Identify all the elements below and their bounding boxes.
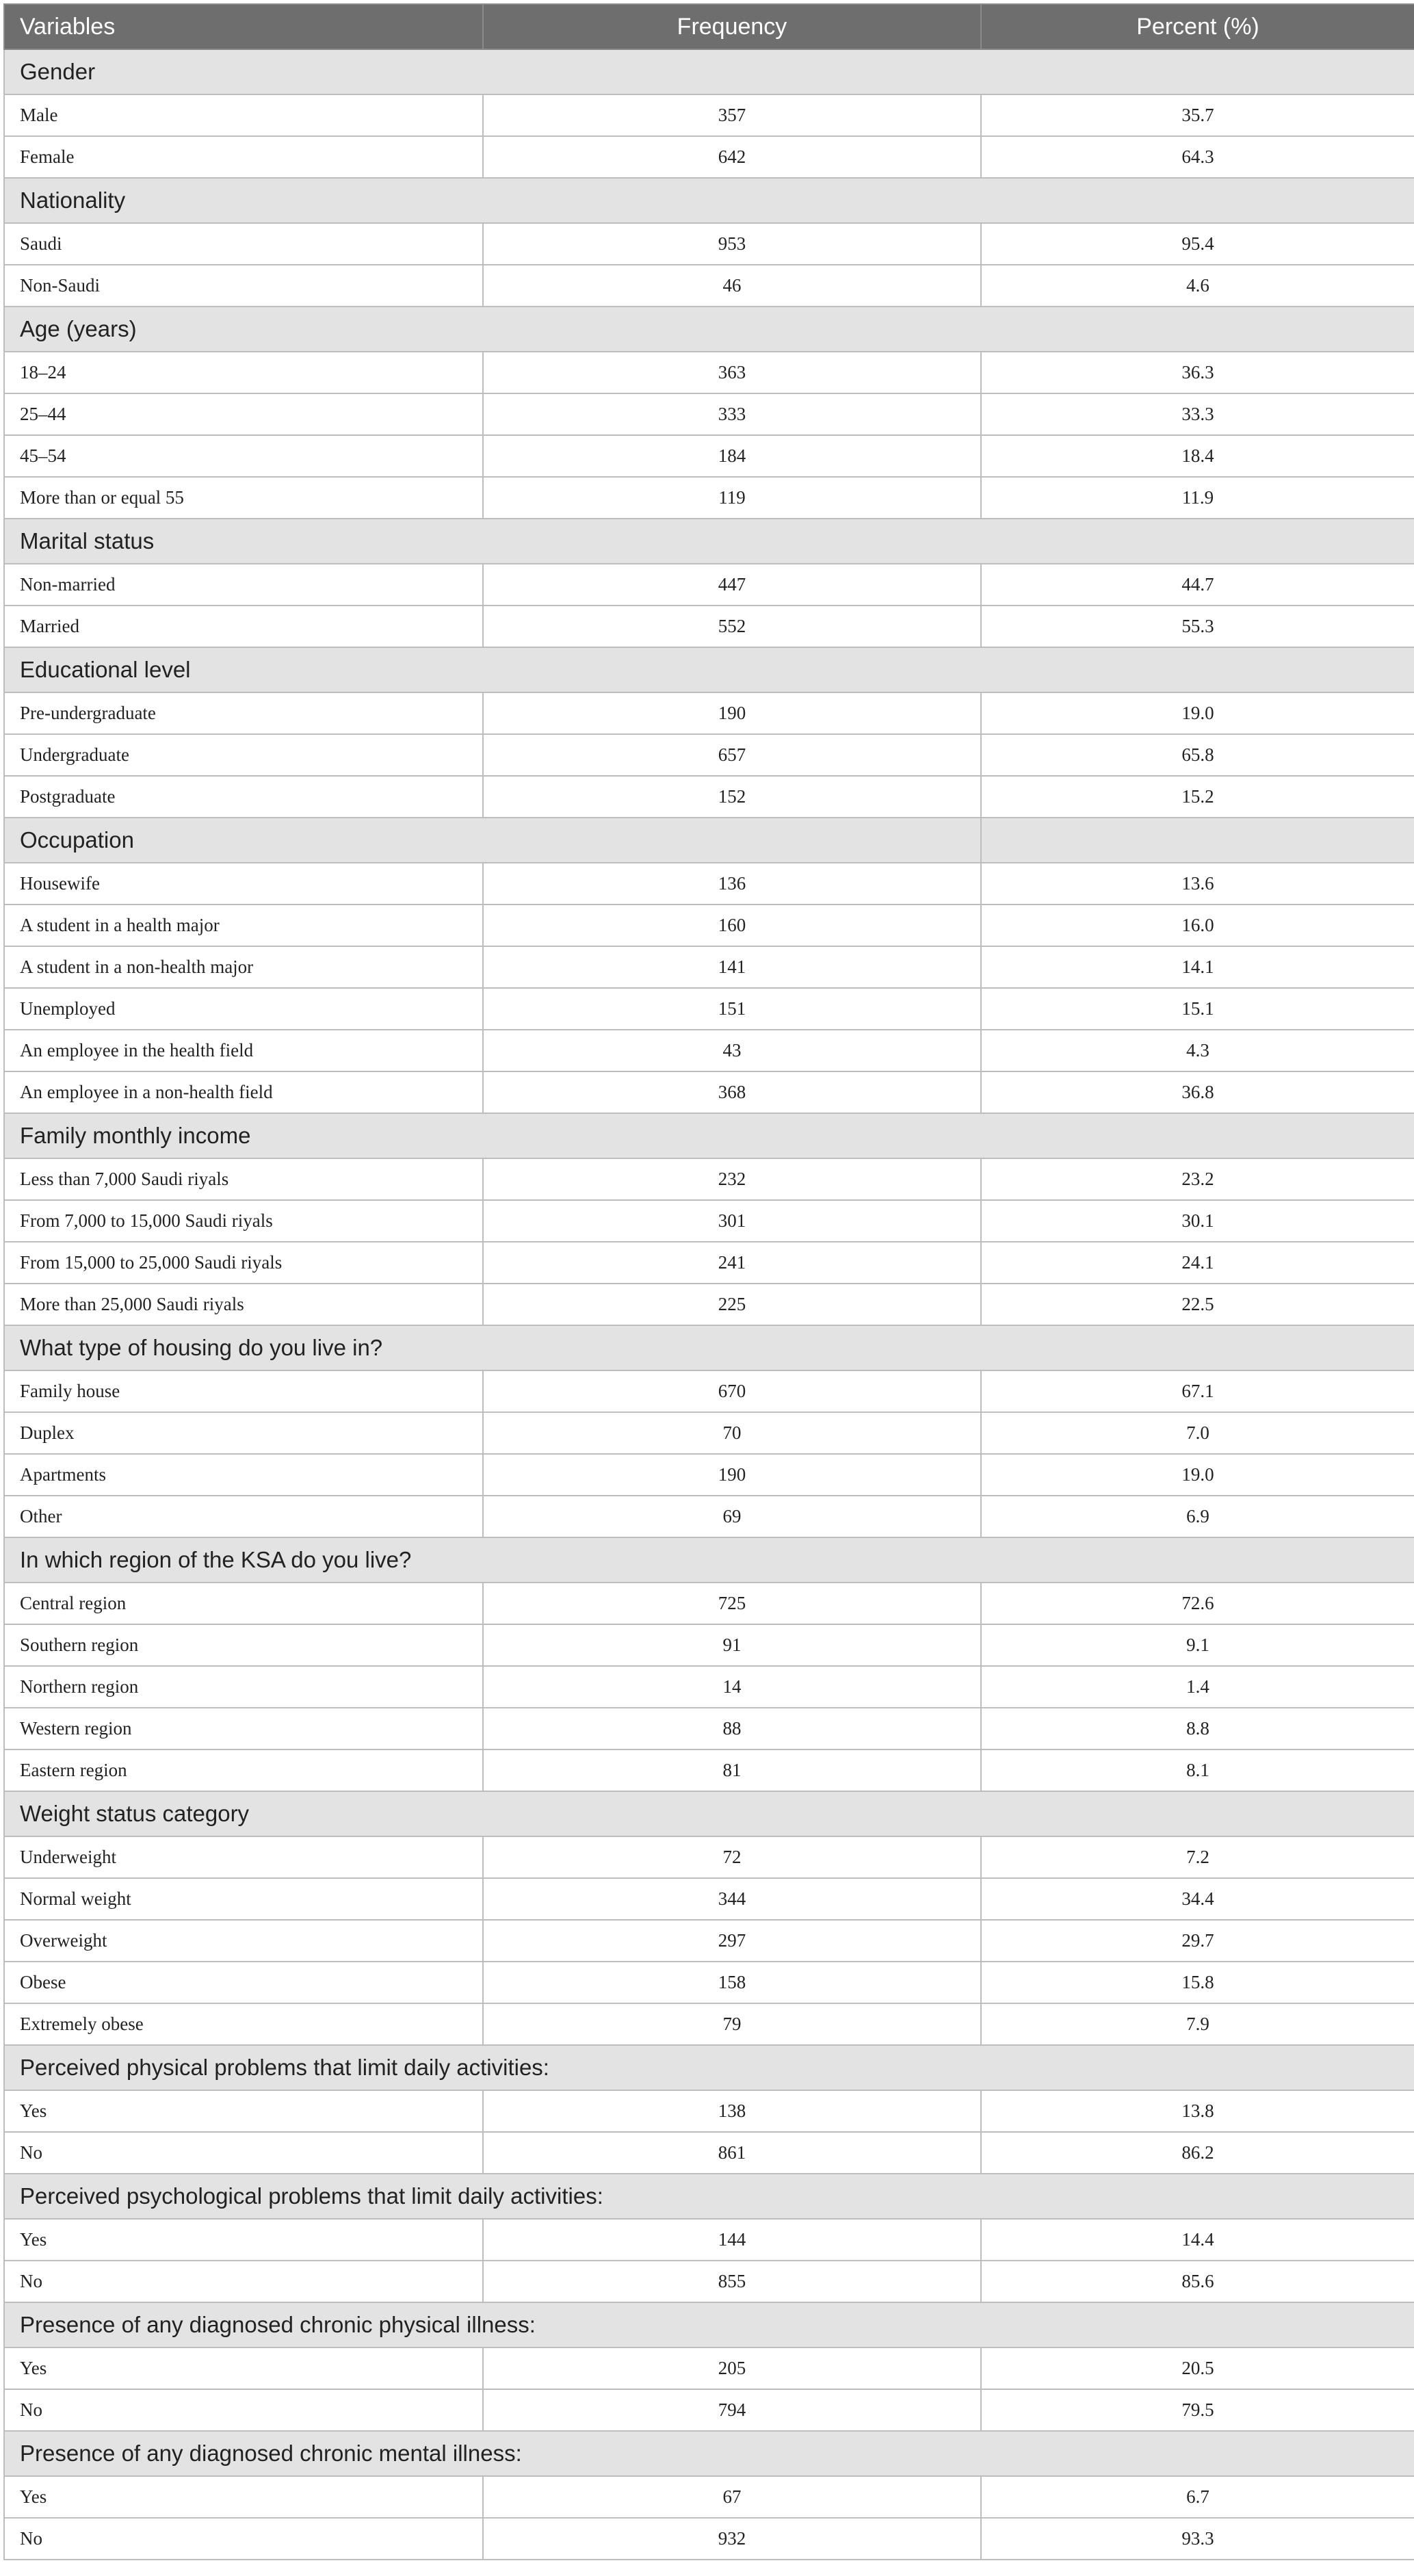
frequency-value: 205	[483, 2347, 981, 2389]
variable-label: An employee in the health field	[4, 1030, 483, 1071]
table-row	[4, 946, 1414, 988]
frequency-value: 91	[483, 1624, 981, 1666]
table-row	[4, 1030, 1414, 1071]
variable-label: Western region	[4, 1708, 483, 1749]
percent-value: 4.3	[981, 1030, 1414, 1071]
percent-value: 7.2	[981, 1836, 1414, 1878]
table-row	[4, 564, 1414, 606]
table-body	[4, 49, 1414, 2560]
frequency-value: 855	[483, 2261, 981, 2302]
frequency-value: 368	[483, 1071, 981, 1113]
section-row	[4, 1113, 1414, 1158]
frequency-value: 46	[483, 265, 981, 307]
table-row	[4, 1370, 1414, 1412]
table-row	[4, 2518, 1414, 2560]
frequency-value: 136	[483, 863, 981, 905]
table-row	[4, 2261, 1414, 2302]
variable-label: Yes	[4, 2476, 483, 2518]
table-row	[4, 1158, 1414, 1200]
section-title: Presence of any diagnosed chronic mental illness:	[4, 2431, 1414, 2476]
variable-label: Central region	[4, 1583, 483, 1624]
table-row	[4, 265, 1414, 307]
variable-label: Eastern region	[4, 1749, 483, 1791]
variable-label: Yes	[4, 2347, 483, 2389]
percent-value: 16.0	[981, 905, 1414, 946]
frequency-value: 357	[483, 94, 981, 136]
table-row	[4, 1878, 1414, 1920]
table-row	[4, 94, 1414, 136]
variable-label: Female	[4, 136, 483, 178]
variable-label: Pre-undergraduate	[4, 692, 483, 734]
percent-value: 18.4	[981, 435, 1414, 477]
table-row	[4, 905, 1414, 946]
section-title: Family monthly income	[4, 1113, 1414, 1158]
table-row	[4, 606, 1414, 647]
table-row	[4, 1284, 1414, 1325]
percent-value: 7.9	[981, 2003, 1414, 2045]
header-frequency: Frequency	[483, 4, 981, 49]
table-row	[4, 477, 1414, 519]
percent-value: 8.1	[981, 1749, 1414, 1791]
table-row	[4, 988, 1414, 1030]
table-row	[4, 2476, 1414, 2518]
variable-label: Less than 7,000 Saudi riyals	[4, 1158, 483, 1200]
table-row	[4, 1200, 1414, 1242]
frequency-value: 141	[483, 946, 981, 988]
percent-value: 1.4	[981, 1666, 1414, 1708]
frequency-value: 72	[483, 1836, 981, 1878]
frequency-value: 447	[483, 564, 981, 606]
percent-value: 34.4	[981, 1878, 1414, 1920]
percent-value: 8.8	[981, 1708, 1414, 1749]
variable-label: From 15,000 to 25,000 Saudi riyals	[4, 1242, 483, 1284]
section-empty-cell	[981, 818, 1414, 863]
table-row	[4, 1666, 1414, 1708]
section-title: Presence of any diagnosed chronic physical illness:	[4, 2302, 1414, 2347]
variable-label: More than 25,000 Saudi riyals	[4, 1284, 483, 1325]
section-row	[4, 178, 1414, 223]
variable-label: A student in a health major	[4, 905, 483, 946]
variable-label: No	[4, 2261, 483, 2302]
frequency-value: 232	[483, 1158, 981, 1200]
variable-label: Other	[4, 1496, 483, 1537]
section-title: Occupation	[4, 818, 981, 863]
percent-value: 22.5	[981, 1284, 1414, 1325]
variable-label: More than or equal 55	[4, 477, 483, 519]
variable-label: Saudi	[4, 223, 483, 265]
variable-label: Underweight	[4, 1836, 483, 1878]
variable-label: Normal weight	[4, 1878, 483, 1920]
table-row	[4, 136, 1414, 178]
percent-value: 67.1	[981, 1370, 1414, 1412]
variable-label: Married	[4, 606, 483, 647]
frequency-value: 642	[483, 136, 981, 178]
section-row	[4, 2174, 1414, 2219]
frequency-value: 119	[483, 477, 981, 519]
table-row	[4, 352, 1414, 393]
demographics-table	[3, 3, 1414, 2560]
section-row	[4, 2302, 1414, 2347]
frequency-value: 657	[483, 734, 981, 776]
percent-value: 19.0	[981, 1454, 1414, 1496]
percent-value: 85.6	[981, 2261, 1414, 2302]
variable-label: Family house	[4, 1370, 483, 1412]
variable-label: Obese	[4, 1962, 483, 2003]
frequency-value: 160	[483, 905, 981, 946]
table-header	[4, 4, 1414, 49]
section-row	[4, 818, 1414, 863]
table-row	[4, 734, 1414, 776]
frequency-value: 184	[483, 435, 981, 477]
table-row	[4, 1749, 1414, 1791]
frequency-value: 794	[483, 2389, 981, 2431]
percent-value: 14.1	[981, 946, 1414, 988]
percent-value: 93.3	[981, 2518, 1414, 2560]
variable-label: No	[4, 2518, 483, 2560]
frequency-value: 152	[483, 776, 981, 818]
table-row	[4, 776, 1414, 818]
section-title: In which region of the KSA do you live?	[4, 1537, 1414, 1583]
variable-label: 25–44	[4, 393, 483, 435]
percent-value: 4.6	[981, 265, 1414, 307]
table-row	[4, 863, 1414, 905]
section-title: What type of housing do you live in?	[4, 1325, 1414, 1370]
section-row	[4, 1325, 1414, 1370]
percent-value: 13.6	[981, 863, 1414, 905]
table-row	[4, 1920, 1414, 1962]
section-title: Educational level	[4, 647, 1414, 692]
frequency-value: 144	[483, 2219, 981, 2261]
percent-value: 15.8	[981, 1962, 1414, 2003]
variable-label: Undergraduate	[4, 734, 483, 776]
variable-label: From 7,000 to 15,000 Saudi riyals	[4, 1200, 483, 1242]
frequency-value: 43	[483, 1030, 981, 1071]
section-row	[4, 1537, 1414, 1583]
table-row	[4, 2219, 1414, 2261]
table-row	[4, 1836, 1414, 1878]
percent-value: 24.1	[981, 1242, 1414, 1284]
table-row	[4, 435, 1414, 477]
table-row	[4, 2347, 1414, 2389]
frequency-value: 70	[483, 1412, 981, 1454]
section-row	[4, 519, 1414, 564]
percent-value: 36.8	[981, 1071, 1414, 1113]
percent-value: 86.2	[981, 2132, 1414, 2174]
variable-label: Northern region	[4, 1666, 483, 1708]
percent-value: 20.5	[981, 2347, 1414, 2389]
section-row	[4, 2431, 1414, 2476]
variable-label: Housewife	[4, 863, 483, 905]
variable-label: Male	[4, 94, 483, 136]
variable-label: Yes	[4, 2090, 483, 2132]
percent-value: 55.3	[981, 606, 1414, 647]
table-row	[4, 1496, 1414, 1537]
percent-value: 36.3	[981, 352, 1414, 393]
variable-label: 18–24	[4, 352, 483, 393]
frequency-value: 81	[483, 1749, 981, 1791]
section-title: Nationality	[4, 178, 1414, 223]
percent-value: 15.2	[981, 776, 1414, 818]
frequency-value: 190	[483, 1454, 981, 1496]
percent-value: 11.9	[981, 477, 1414, 519]
table-row	[4, 1624, 1414, 1666]
percent-value: 14.4	[981, 2219, 1414, 2261]
table-row	[4, 1583, 1414, 1624]
table-row	[4, 223, 1414, 265]
percent-value: 6.9	[981, 1496, 1414, 1537]
frequency-value: 363	[483, 352, 981, 393]
section-row	[4, 49, 1414, 94]
percent-value: 64.3	[981, 136, 1414, 178]
table-row	[4, 1071, 1414, 1113]
frequency-value: 67	[483, 2476, 981, 2518]
variable-label: No	[4, 2132, 483, 2174]
table-row	[4, 2389, 1414, 2431]
frequency-value: 670	[483, 1370, 981, 1412]
table-row	[4, 1708, 1414, 1749]
variable-label: A student in a non-health major	[4, 946, 483, 988]
variable-label: 45–54	[4, 435, 483, 477]
variable-label: Non-Saudi	[4, 265, 483, 307]
table-row	[4, 692, 1414, 734]
frequency-value: 932	[483, 2518, 981, 2560]
percent-value: 6.7	[981, 2476, 1414, 2518]
section-title: Age (years)	[4, 307, 1414, 352]
section-title: Weight status category	[4, 1791, 1414, 1836]
table-row	[4, 2090, 1414, 2132]
header-row	[4, 4, 1414, 49]
variable-label: An employee in a non-health field	[4, 1071, 483, 1113]
table-row	[4, 2132, 1414, 2174]
percent-value: 33.3	[981, 393, 1414, 435]
section-title: Gender	[4, 49, 1414, 94]
frequency-value: 158	[483, 1962, 981, 2003]
percent-value: 19.0	[981, 692, 1414, 734]
frequency-value: 725	[483, 1583, 981, 1624]
table-row	[4, 393, 1414, 435]
frequency-value: 79	[483, 2003, 981, 2045]
table-row	[4, 1962, 1414, 2003]
frequency-value: 297	[483, 1920, 981, 1962]
percent-value: 35.7	[981, 94, 1414, 136]
section-row	[4, 1791, 1414, 1836]
frequency-value: 88	[483, 1708, 981, 1749]
variable-label: Apartments	[4, 1454, 483, 1496]
table-row	[4, 2003, 1414, 2045]
percent-value: 72.6	[981, 1583, 1414, 1624]
frequency-value: 333	[483, 393, 981, 435]
variable-label: Duplex	[4, 1412, 483, 1454]
variable-label: Yes	[4, 2219, 483, 2261]
section-title: Perceived physical problems that limit daily activities:	[4, 2045, 1414, 2090]
percent-value: 23.2	[981, 1158, 1414, 1200]
section-row	[4, 647, 1414, 692]
frequency-value: 301	[483, 1200, 981, 1242]
section-row	[4, 307, 1414, 352]
frequency-value: 953	[483, 223, 981, 265]
frequency-value: 14	[483, 1666, 981, 1708]
percent-value: 7.0	[981, 1412, 1414, 1454]
percent-value: 65.8	[981, 734, 1414, 776]
header-variables: Variables	[4, 4, 483, 49]
frequency-value: 138	[483, 2090, 981, 2132]
variable-label: No	[4, 2389, 483, 2431]
frequency-value: 344	[483, 1878, 981, 1920]
percent-value: 9.1	[981, 1624, 1414, 1666]
frequency-value: 151	[483, 988, 981, 1030]
percent-value: 79.5	[981, 2389, 1414, 2431]
variable-label: Unemployed	[4, 988, 483, 1030]
section-row	[4, 2045, 1414, 2090]
table-row	[4, 1242, 1414, 1284]
table-row	[4, 1412, 1414, 1454]
frequency-value: 552	[483, 606, 981, 647]
variable-label: Postgraduate	[4, 776, 483, 818]
percent-value: 44.7	[981, 564, 1414, 606]
variable-label: Southern region	[4, 1624, 483, 1666]
variable-label: Overweight	[4, 1920, 483, 1962]
frequency-value: 190	[483, 692, 981, 734]
percent-value: 29.7	[981, 1920, 1414, 1962]
table-row	[4, 1454, 1414, 1496]
section-title: Marital status	[4, 519, 1414, 564]
variable-label: Non-married	[4, 564, 483, 606]
percent-value: 95.4	[981, 223, 1414, 265]
section-title: Perceived psychological problems that limit daily activities:	[4, 2174, 1414, 2219]
percent-value: 15.1	[981, 988, 1414, 1030]
header-percent: Percent (%)	[981, 4, 1414, 49]
frequency-value: 225	[483, 1284, 981, 1325]
frequency-value: 861	[483, 2132, 981, 2174]
percent-value: 13.8	[981, 2090, 1414, 2132]
variable-label: Extremely obese	[4, 2003, 483, 2045]
frequency-value: 69	[483, 1496, 981, 1537]
percent-value: 30.1	[981, 1200, 1414, 1242]
frequency-value: 241	[483, 1242, 981, 1284]
